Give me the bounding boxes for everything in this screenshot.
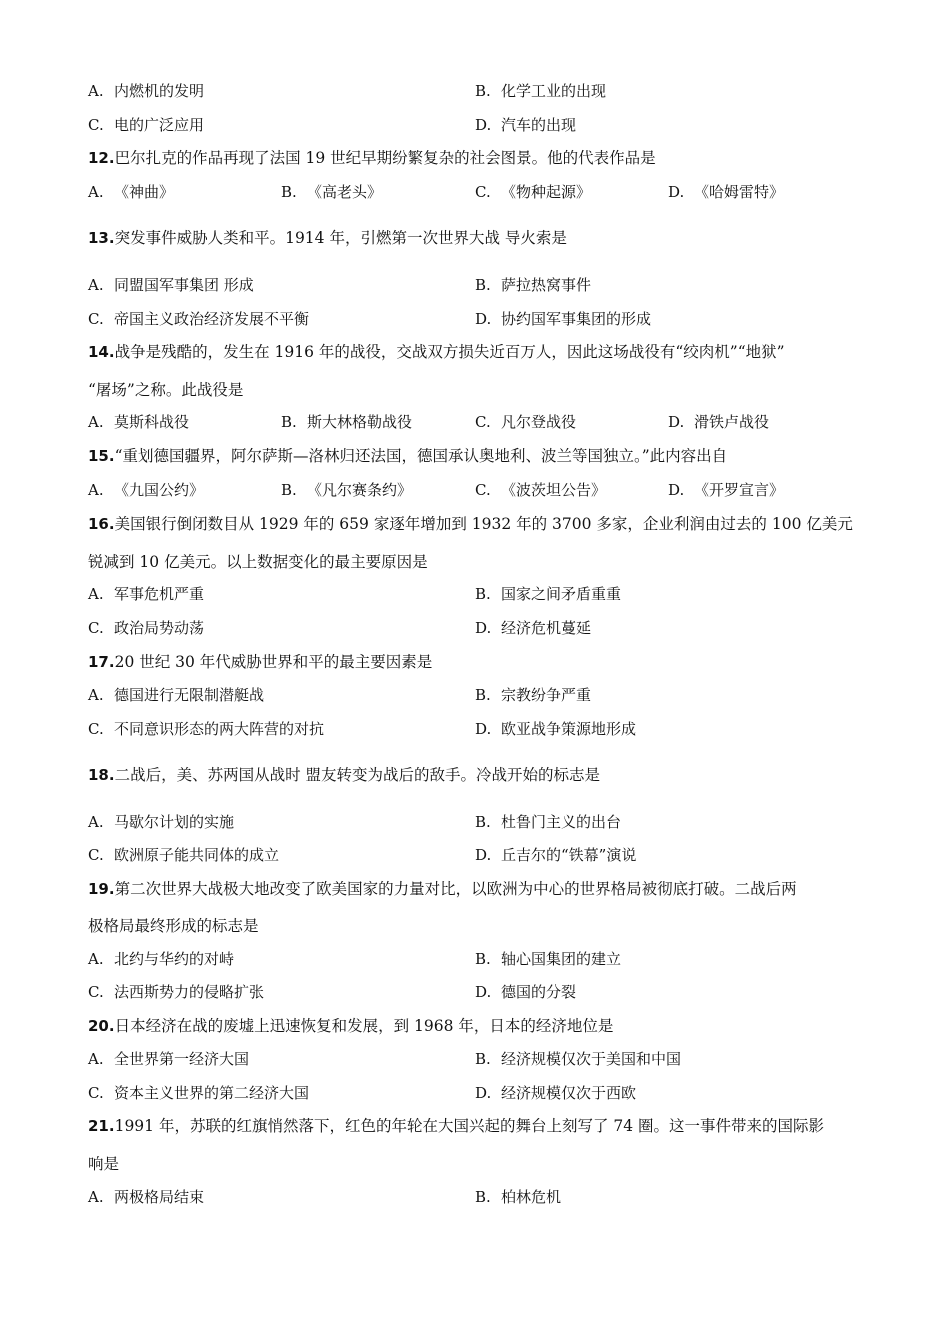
q13-option-c[interactable]: C. 帝国主义政治经济发展不平衡 <box>88 310 310 328</box>
q12-option-a[interactable]: A. 《神曲》 <box>88 183 175 201</box>
q20-option-b[interactable]: B. 经济规模仅次于美国和中国 <box>475 1050 682 1068</box>
q20-option-c[interactable]: C. 资本主义世界的第二经济大国 <box>88 1084 310 1102</box>
q21-options-row-1 <box>88 1186 888 1208</box>
q18-option-b[interactable]: B. 杜鲁门主义的出台 <box>475 813 622 831</box>
q20-options-row-2 <box>88 1082 888 1104</box>
q13-option-b[interactable]: B. 萨拉热窝事件 <box>475 276 592 294</box>
q21-option-b[interactable]: B. 柏林危机 <box>475 1188 562 1206</box>
q16-stem-continued: 锐减到 10 亿美元。以上数据变化的最主要原因是 <box>88 553 428 571</box>
q13-options-row-1 <box>88 274 888 296</box>
q20-option-a[interactable]: A. 全世界第一经济大国 <box>88 1050 250 1068</box>
q15-option-d[interactable]: D. 《开罗宣言》 <box>668 481 785 499</box>
q19-stem-continued: 极格局最终形成的标志是 <box>88 917 259 935</box>
q13-options-row-2 <box>88 308 888 330</box>
q17-option-a[interactable]: A. 德国进行无限制潜艇战 <box>88 686 265 704</box>
q13-option-d[interactable]: D. 协约国军事集团的形成 <box>475 310 652 328</box>
q18-options-row-2 <box>88 844 888 866</box>
q16-option-b[interactable]: B. 国家之间矛盾重重 <box>475 585 622 603</box>
q17-option-b[interactable]: B. 宗教纷争严重 <box>475 686 592 704</box>
q19-option-b[interactable]: B. 轴心国集团的建立 <box>475 950 622 968</box>
q15-stem: 15.“重划德国疆界，阿尔萨斯—洛林归还法国，德国承认奥地利、波兰等国独立。”此内容出自 <box>88 447 728 465</box>
q16-stem: 16.美国银行倒闭数目从 1929 年的 659 家逐年增加到 1932 年的 3700 多家，企业利润由过去的 100 亿美元 <box>88 515 853 533</box>
q13-stem: 13.突发事件威胁人类和平。1914 年，引燃第一次世界大战 导火索是 <box>88 229 567 247</box>
q16-options-row-1 <box>88 583 888 605</box>
q14-option-c[interactable]: C. 凡尔登战役 <box>475 413 577 431</box>
q18-option-a[interactable]: A. 马歇尔计划的实施 <box>88 813 235 831</box>
q20-option-d[interactable]: D. 经济规模仅次于西欧 <box>475 1084 637 1102</box>
q18-option-c[interactable]: C. 欧洲原子能共同体的成立 <box>88 846 280 864</box>
q12-stem: 12.巴尔扎克的作品再现了法国 19 世纪早期纷繁复杂的社会图景。他的代表作品是 <box>88 149 656 167</box>
q16-option-a[interactable]: A. 军事危机严重 <box>88 585 205 603</box>
q17-option-c[interactable]: C. 不同意识形态的两大阵营的对抗 <box>88 720 325 738</box>
q15-option-b[interactable]: B. 《凡尔赛条约》 <box>281 481 413 499</box>
q21-option-a[interactable]: A. 两极格局结束 <box>88 1188 205 1206</box>
q19-option-a[interactable]: A. 北约与华约的对峙 <box>88 950 235 968</box>
q19-option-c[interactable]: C. 法西斯势力的侵略扩张 <box>88 983 265 1001</box>
q21-stem-continued: 响是 <box>88 1155 120 1173</box>
q13-option-a[interactable]: A. 同盟国军事集团 形成 <box>88 276 254 294</box>
q19-options-row-1 <box>88 948 888 970</box>
q12-option-d[interactable]: D. 《哈姆雷特》 <box>668 183 785 201</box>
q19-option-d[interactable]: D. 德国的分裂 <box>475 983 577 1001</box>
q19-options-row-2 <box>88 981 888 1003</box>
q20-options-row-1 <box>88 1048 888 1070</box>
q17-option-d[interactable]: D. 欧亚战争策源地形成 <box>475 720 637 738</box>
q14-stem: 14.战争是残酷的，发生在 1916 年的战役，交战双方损失近百万人，因此这场战役有“绞肉机”“地狱” <box>88 343 785 361</box>
q14-options-row <box>88 411 888 433</box>
q17-options-row-2 <box>88 718 888 740</box>
q16-option-c[interactable]: C. 政治局势动荡 <box>88 619 205 637</box>
q14-option-b[interactable]: B. 斯大林格勒战役 <box>281 413 413 431</box>
q15-options-row <box>88 479 888 501</box>
q16-options-row-2 <box>88 617 888 639</box>
q18-option-d[interactable]: D. 丘吉尔的“铁幕”演说 <box>475 846 637 864</box>
q15-option-c[interactable]: C. 《波茨坦公告》 <box>475 481 607 499</box>
q12-option-c[interactable]: C. 《物种起源》 <box>475 183 592 201</box>
q11-option-c[interactable]: C. 电的广泛应用 <box>88 116 205 134</box>
q17-options-row-1 <box>88 684 888 706</box>
q17-stem: 17.20 世纪 30 年代威胁世界和平的最主要因素是 <box>88 653 433 671</box>
q12-options-row <box>88 181 888 203</box>
q11-option-d[interactable]: D. 汽车的出现 <box>475 116 577 134</box>
q11-option-a[interactable]: A. 内燃机的发明 <box>88 82 205 100</box>
q11-options-row-2 <box>88 114 888 136</box>
q11-option-b[interactable]: B. 化学工业的出现 <box>475 82 607 100</box>
q21-stem: 21.1991 年，苏联的红旗悄然落下，红色的年轮在大国兴起的舞台上刻写了 74 圈。这一事件带来的国际影 <box>88 1117 825 1135</box>
q20-stem: 20.日本经济在战的废墟上迅速恢复和发展，到 1968 年，日本的经济地位是 <box>88 1017 614 1035</box>
q14-option-d[interactable]: D. 滑铁卢战役 <box>668 413 770 431</box>
q18-options-row-1 <box>88 811 888 833</box>
q14-option-a[interactable]: A. 莫斯科战役 <box>88 413 190 431</box>
q18-stem: 18.二战后，美、苏两国从战时 盟友转变为战后的敌手。冷战开始的标志是 <box>88 766 601 784</box>
q12-option-b[interactable]: B. 《高老头》 <box>281 183 383 201</box>
q15-option-a[interactable]: A. 《九国公约》 <box>88 481 205 499</box>
q14-stem-continued: “屠场”之称。此战役是 <box>88 381 244 399</box>
q11-options-row-1 <box>88 80 888 102</box>
q16-option-d[interactable]: D. 经济危机蔓延 <box>475 619 592 637</box>
q19-stem: 19.第二次世界大战极大地改变了欧美国家的力量对比，以欧洲为中心的世界格局被彻底打破。二战后两 <box>88 880 797 898</box>
